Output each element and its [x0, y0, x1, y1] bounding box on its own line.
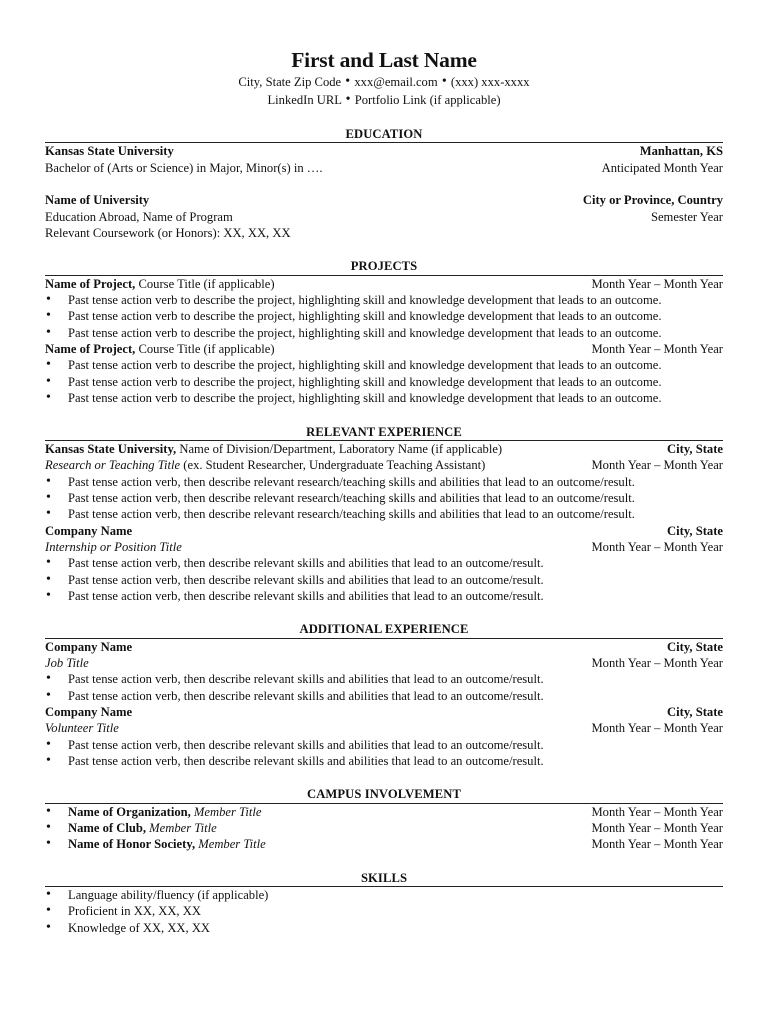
list-item: [45, 804, 723, 820]
campus-involvement-list: [45, 804, 723, 853]
skills-list: [45, 887, 723, 936]
list-item: • Past tense action verb to describe the project, highlighting skill and knowledge development that leads to an outcome.: [45, 308, 723, 324]
list-item: • Past tense action verb, then describe relevant skills and abilities that lead to an outcome/result.: [45, 555, 723, 571]
experience-entry: [45, 704, 723, 769]
list-item: • Past tense action verb, then describe relevant skills and abilities that lead to an outcome/result.: [45, 737, 723, 753]
list-item: • Past tense action verb, then describe relevant skills and abilities that lead to an outcome/result.: [45, 753, 723, 769]
bullet-separator-icon: •: [441, 74, 447, 89]
section-title-additional-experience: ADDITIONAL EXPERIENCE: [45, 621, 723, 638]
organization-detail: Name of Division/Department, Laboratory Name (if applicable): [176, 441, 503, 456]
organization-location: City, State: [667, 705, 723, 719]
section-title-education: EDUCATION: [45, 126, 723, 143]
role-dates: Month Year – Month Year: [591, 458, 723, 473]
experience-entry: [45, 441, 723, 523]
project-dates: Month Year – Month Year: [591, 276, 723, 291]
list-item: • Past tense action verb, then describe relevant skills and abilities that lead to an outcome/result.: [45, 688, 723, 704]
education-entry: [45, 143, 723, 176]
contact-linkedin: LinkedIn URL: [267, 92, 342, 107]
school-name: Name of University: [45, 193, 150, 208]
list-item: • Past tense action verb to describe the project, highlighting skill and knowledge development that leads to an outcome.: [45, 292, 723, 308]
list-item: • Past tense action verb, then describe relevant skills and abilities that lead to an outcome/result.: [45, 671, 723, 687]
role-dates: Month Year – Month Year: [591, 655, 723, 670]
organization-location: City, State: [667, 441, 723, 456]
project-name: Name of Project,: [45, 276, 136, 291]
list-item: • Past tense action verb to describe the project, highlighting skill and knowledge development that leads to an outcome.: [45, 390, 723, 406]
project-course: Course Title (if applicable): [135, 276, 275, 291]
role-detail: (ex. Student Researcher, Undergraduate Teaching Assistant): [180, 458, 486, 473]
contact-portfolio: Portfolio Link (if applicable): [354, 92, 501, 107]
graduation-date: Anticipated Month Year: [601, 160, 723, 175]
project-entry: [45, 276, 723, 341]
degree: Bachelor of (Arts or Science) in Major, Minor(s) in ….: [45, 160, 323, 175]
involvement-dates: Month Year – Month Year: [591, 837, 723, 852]
school-location: Manhattan, KS: [639, 144, 723, 159]
involvement-dates: Month Year – Month Year: [591, 804, 723, 819]
contact-line-1: [45, 74, 723, 92]
education-entry: [45, 192, 723, 241]
list-item: • Language ability/fluency (if applicable): [45, 887, 723, 903]
organization-location: City, State: [667, 639, 723, 654]
organization-location: City, State: [667, 523, 723, 538]
resume-content: [45, 46, 723, 936]
project-course: Course Title (if applicable): [135, 342, 275, 357]
section-title-campus-involvement: CAMPUS INVOLVEMENT: [45, 786, 723, 803]
list-item: • Past tense action verb, then describe relevant research/teaching skills and abilities that lead to an outcome/result.: [45, 490, 723, 506]
program-date: Semester Year: [650, 209, 723, 224]
organization-name: Name of Organization,: [68, 804, 191, 819]
relevant-coursework: Relevant Coursework (or Honors): XX, XX, XX: [45, 226, 291, 241]
project-entry: [45, 341, 723, 406]
section-title-relevant-experience: RELEVANT EXPERIENCE: [45, 424, 723, 441]
resume-name: First and Last Name: [291, 48, 477, 72]
organization-name: Name of Honor Society,: [68, 837, 196, 852]
contact-line-2: [45, 92, 723, 110]
contact-email: xxx@email.com: [354, 75, 438, 89]
list-item: • Past tense action verb to describe the project, highlighting skill and knowledge development that leads to an outcome.: [45, 325, 723, 341]
role-title: Volunteer Title: [45, 721, 119, 736]
school-location: City or Province, Country: [582, 193, 723, 208]
school-name: Kansas State University: [45, 144, 174, 159]
involvement-dates: Month Year – Month Year: [591, 821, 723, 836]
organization-name: Name of Club,: [68, 821, 147, 836]
bullet-separator-icon: •: [345, 91, 351, 107]
organization-name: Kansas State University,: [45, 441, 177, 456]
contact-phone: (xxx) xxx-xxxx: [450, 75, 530, 89]
member-title: Member Title: [146, 821, 217, 836]
organization-name: Company Name: [45, 639, 133, 654]
project-dates: Month Year – Month Year: [591, 342, 723, 357]
list-item: • Past tense action verb to describe the project, highlighting skill and knowledge development that leads to an outcome.: [45, 374, 723, 390]
bullet-separator-icon: •: [345, 74, 351, 89]
experience-entry: [45, 639, 723, 704]
list-item: [45, 820, 723, 836]
list-item: • Past tense action verb, then describe relevant research/teaching skills and abilities that lead to an outcome/result.: [45, 474, 723, 490]
member-title: Member Title: [190, 804, 262, 819]
section-title-skills: SKILLS: [45, 870, 723, 887]
organization-name: Company Name: [45, 705, 133, 719]
role-title: Research or Teaching Title: [45, 458, 181, 473]
role-dates: Month Year – Month Year: [591, 539, 723, 554]
organization-name: Company Name: [45, 523, 133, 538]
contact-address: City, State Zip Code: [238, 75, 342, 89]
member-title: Member Title: [195, 837, 266, 852]
experience-entry: [45, 523, 723, 605]
section-title-projects: PROJECTS: [45, 258, 723, 275]
list-item: • Proficient in XX, XX, XX: [45, 903, 723, 919]
program-name: Education Abroad, Name of Program: [45, 209, 233, 224]
role-title: Job Title: [45, 655, 89, 670]
list-item: • Past tense action verb, then describe relevant research/teaching skills and abilities that lead to an outcome/result.: [45, 506, 723, 522]
role-title: Internship or Position Title: [45, 539, 182, 554]
list-item: • Knowledge of XX, XX, XX: [45, 920, 723, 936]
list-item: [45, 836, 723, 852]
list-item: • Past tense action verb to describe the project, highlighting skill and knowledge development that leads to an outcome.: [45, 357, 723, 373]
role-dates: Month Year – Month Year: [591, 721, 723, 736]
project-name: Name of Project,: [45, 342, 136, 357]
list-item: • Past tense action verb, then describe relevant skills and abilities that lead to an outcome/result.: [45, 588, 723, 604]
list-item: • Past tense action verb, then describe relevant skills and abilities that lead to an outcome/result.: [45, 572, 723, 588]
